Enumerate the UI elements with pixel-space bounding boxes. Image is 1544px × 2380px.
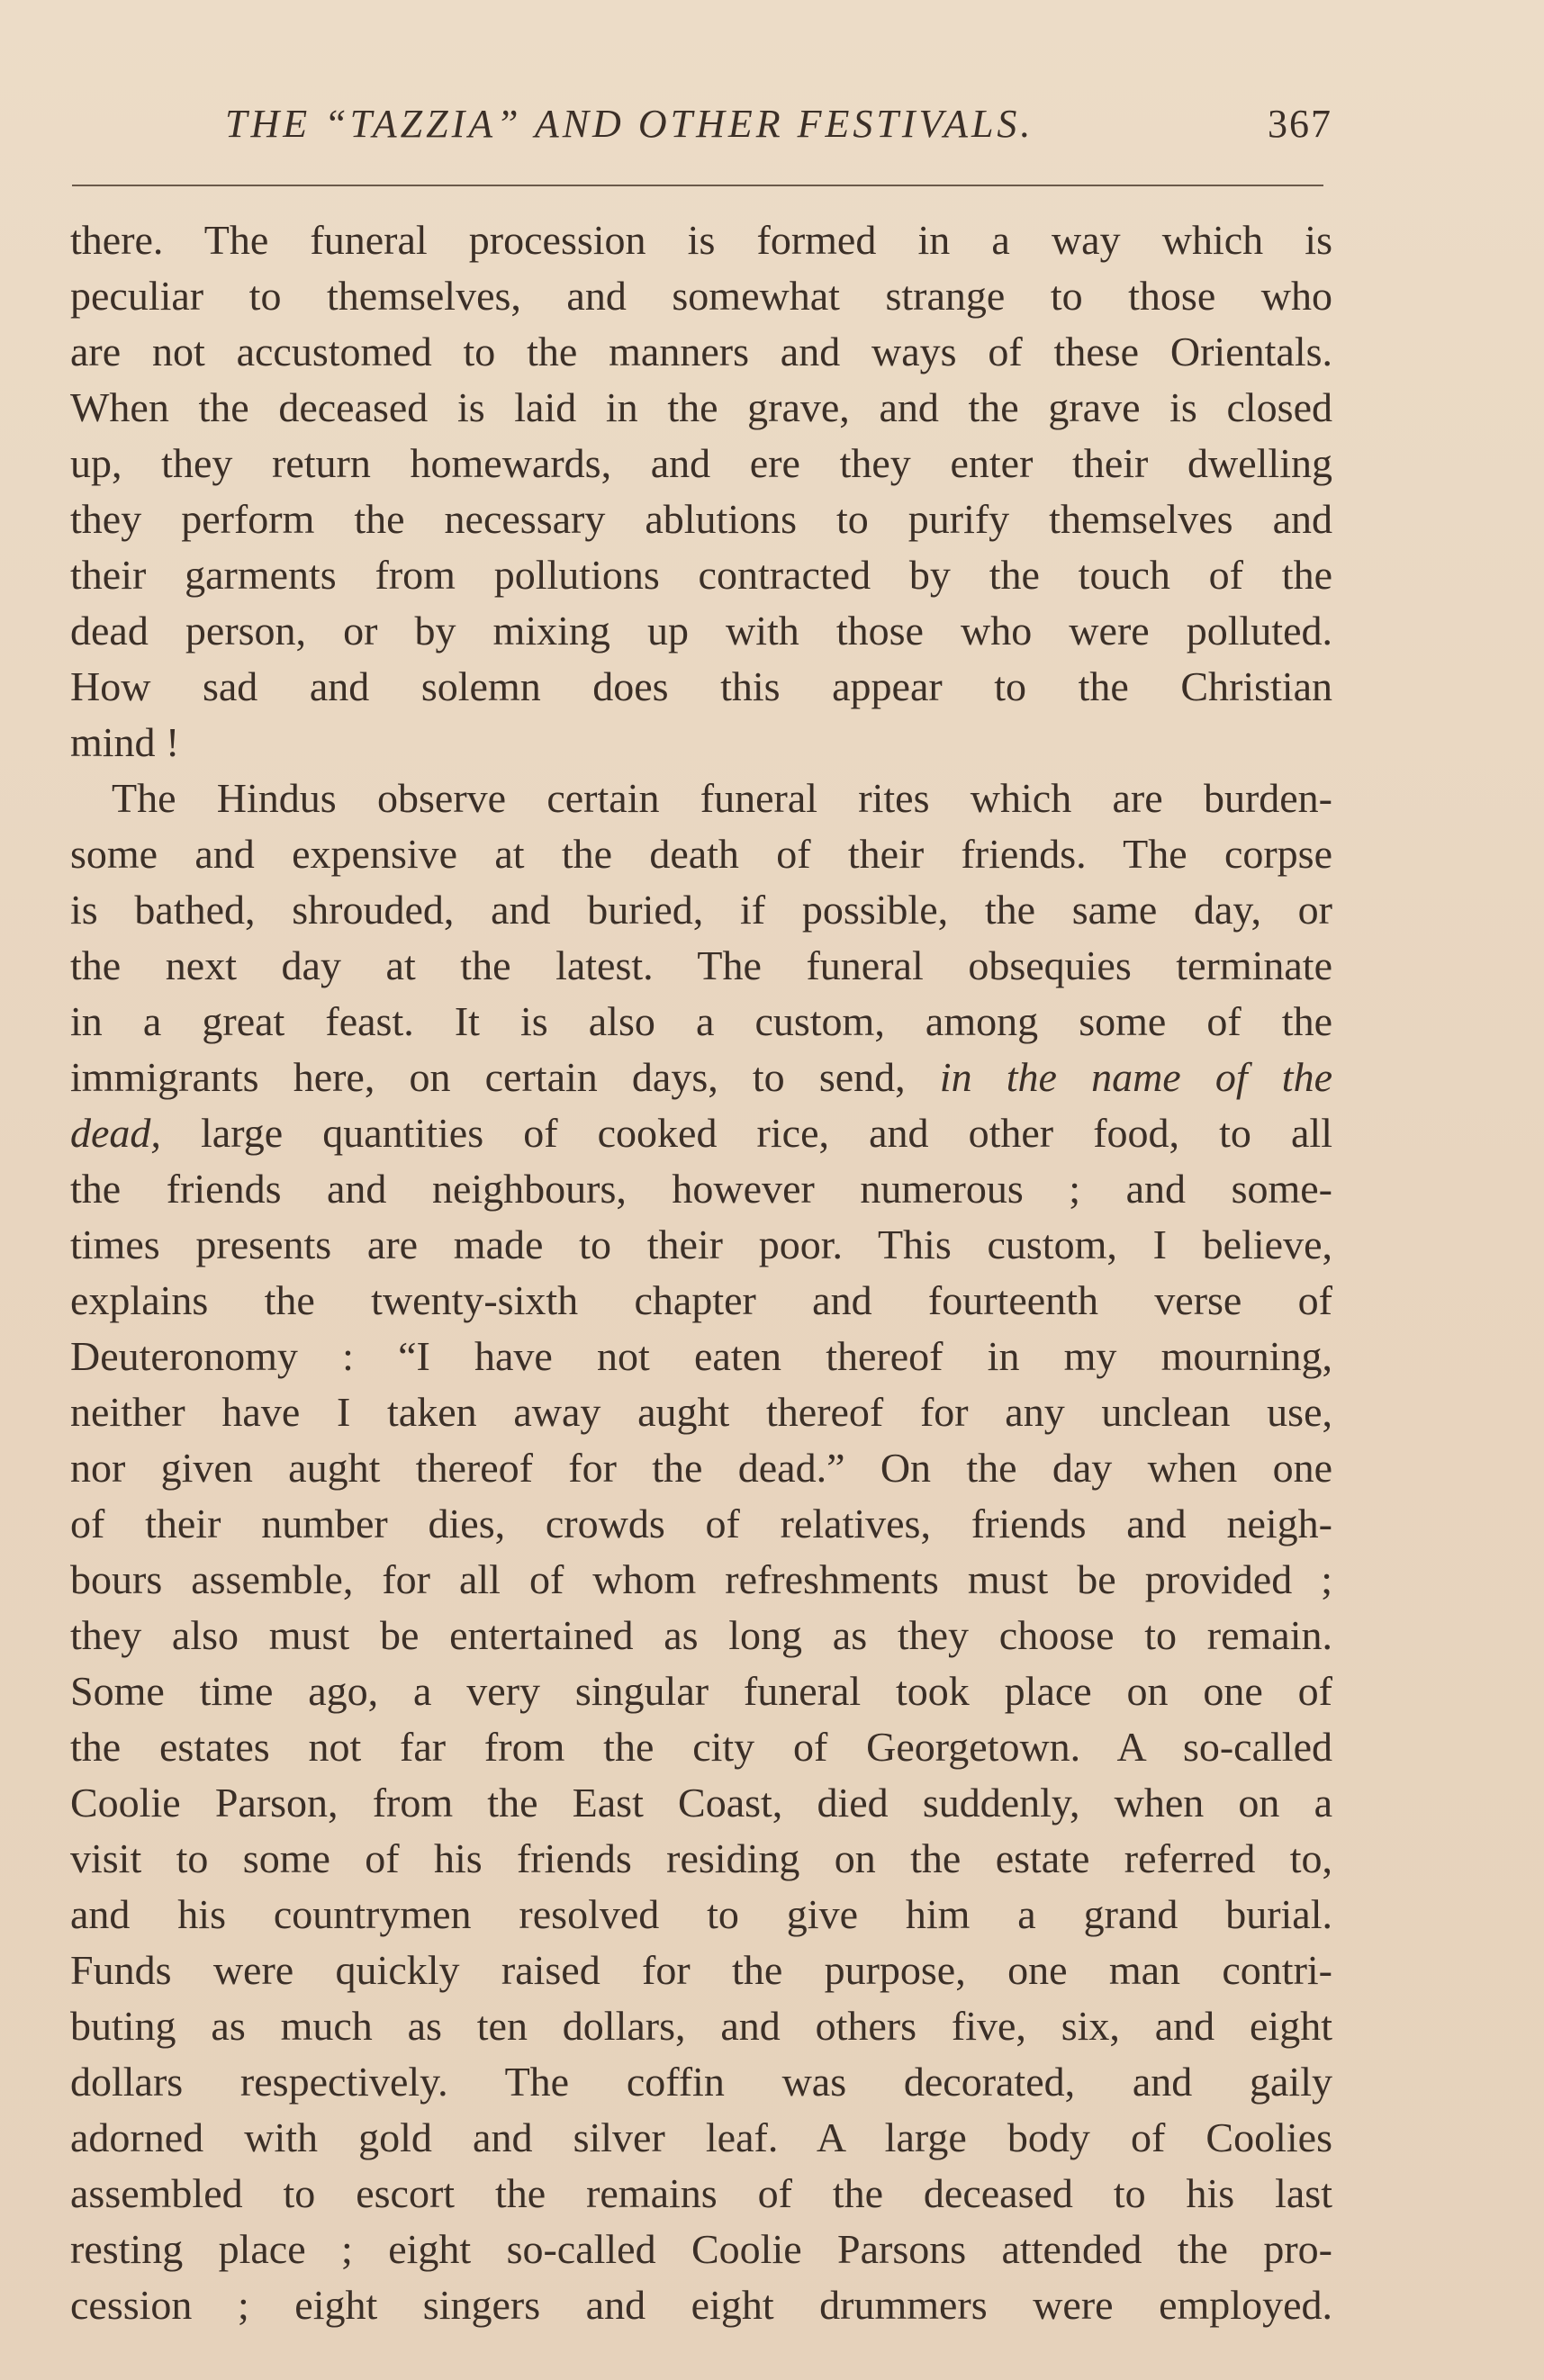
page-number: 367 <box>1268 102 1332 146</box>
running-head <box>70 101 1332 155</box>
text-line: there. The funeral procession is formed in a way which is <box>70 217 1332 263</box>
text-line: Funds were quickly raised for the purpose, one man contri- <box>70 1947 1332 1993</box>
running-title: THE “TAZZIA” AND OTHER FESTIVALS. <box>225 102 1034 146</box>
italic-phrase: in the name of the <box>939 1054 1332 1100</box>
text-line: they perform the necessary ablutions to purify themselves and <box>70 496 1332 542</box>
text-line: mind ! <box>70 719 180 765</box>
text-line: explains the twenty-sixth chapter and fourteenth verse of <box>70 1277 1332 1323</box>
text-run: large quantities of cooked rice, and other food, to all <box>201 1110 1332 1156</box>
body-text <box>70 212 1332 2333</box>
text-line: the estates not far from the city of Georgetown. A so-called <box>70 1724 1332 1770</box>
text-line: some and expensive at the death of their friends. The corpse <box>70 831 1332 877</box>
text-line-with-italic <box>70 1050 1332 1105</box>
text-line: adorned with gold and silver leaf. A large body of Coolies <box>70 2114 1332 2160</box>
paragraph-start-line: The Hindus observe certain funeral rites which are burden- <box>112 775 1332 821</box>
text-line: When the deceased is laid in the grave, and the grave is closed <box>70 384 1332 430</box>
text-line: peculiar to themselves, and somewhat strange to those who <box>70 273 1332 319</box>
text-line: nor given aught thereof for the dead.” On the day when one <box>70 1445 1332 1491</box>
text-line: neither have I taken away aught thereof for any unclean use, <box>70 1389 1332 1435</box>
text-line: assembled to escort the remains of the deceased to his last <box>70 2170 1332 2216</box>
text-line: buting as much as ten dollars, and others five, six, and eight <box>70 2003 1332 2049</box>
text-line: Deuteronomy : “I have not eaten thereof in my mourning, <box>70 1333 1332 1379</box>
text-line: cession ; eight singers and eight drummers were employed. <box>70 2282 1332 2328</box>
text-line: up, they return homewards, and ere they enter their dwelling <box>70 440 1332 486</box>
text-line: times presents are made to their poor. This custom, I believe, <box>70 1222 1332 1267</box>
text-line: bours assemble, for all of whom refreshments must be provided ; <box>70 1556 1332 1602</box>
text-line: Some time ago, a very singular funeral took place on one of <box>70 1668 1332 1714</box>
text-line: visit to some of his friends residing on the estate referred to, <box>70 1835 1332 1881</box>
text-line: they also must be entertained as long as they choose to remain. <box>70 1612 1332 1658</box>
text-line-with-italic <box>70 1105 1332 1161</box>
text-line: is bathed, shrouded, and buried, if possible, the same day, or <box>70 887 1332 933</box>
text-line: How sad and solemn does this appear to the Christian <box>70 663 1332 709</box>
text-run: immigrants here, on certain days, to send, <box>70 1054 906 1100</box>
text-line: the friends and neighbours, however numerous ; and some- <box>70 1166 1332 1212</box>
text-line: the next day at the latest. The funeral obsequies terminate <box>70 942 1332 988</box>
text-line: are not accustomed to the manners and ways of these Orientals. <box>70 329 1332 374</box>
italic-phrase: dead, <box>70 1110 161 1156</box>
text-line: and his countrymen resolved to give him a grand burial. <box>70 1891 1332 1937</box>
text-line: in a great feast. It is also a custom, among some of the <box>70 998 1332 1044</box>
text-line: Coolie Parson, from the East Coast, died suddenly, when on a <box>70 1780 1332 1826</box>
text-line: dead person, or by mixing up with those who were polluted. <box>70 608 1332 654</box>
text-line: their garments from pollutions contracted by the touch of the <box>70 552 1332 598</box>
header-rule <box>72 185 1323 186</box>
text-line: resting place ; eight so-called Coolie Parsons attended the pro- <box>70 2226 1332 2272</box>
text-line: dollars respectively. The coffin was decorated, and gaily <box>70 2059 1332 2105</box>
text-line: of their number dies, crowds of relatives, friends and neigh- <box>70 1501 1332 1546</box>
